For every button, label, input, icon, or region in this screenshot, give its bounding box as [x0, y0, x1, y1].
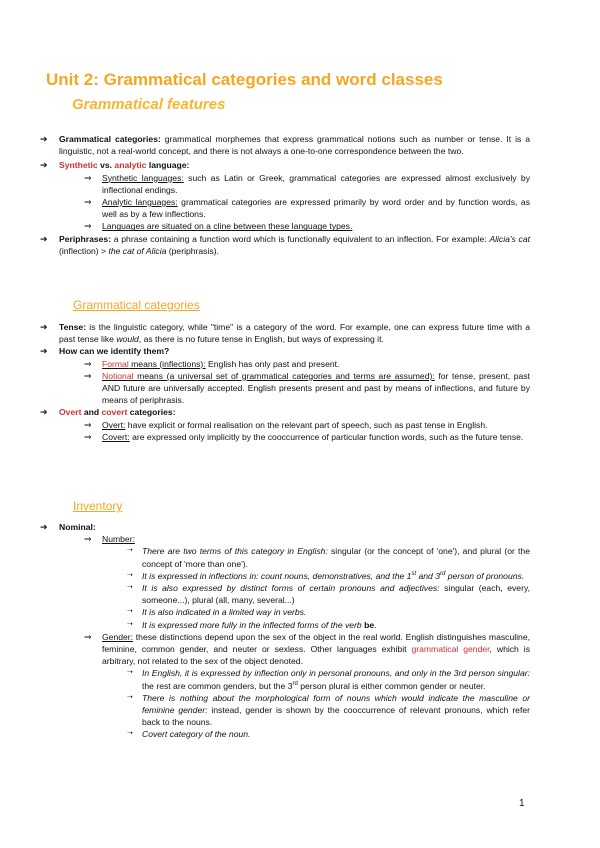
list-item: ➝ There are two terms of this category in English: singular (or the concept of 'one'), and plural (or the concept of 'more than one'). [127, 546, 530, 569]
small-arrow-bullet-icon: ➝ [127, 547, 133, 555]
list-item: ➝ It is also expressed by distinct forms of certain pronouns and adjectives: singular (each, every, someone...), plural (all, many, several...) [127, 583, 530, 606]
small-arrow-bullet-icon: ➝ [127, 620, 133, 628]
list-item: ⇒ Analytic languages: grammatical categories are expressed primarily by word order and by function words, as well as by a few inflections. [84, 197, 530, 220]
list-item: ➝ There is nothing about the morphological form of nouns which would indicate the masculine or feminine gender: instead, gender is shown by the cooccurrence of relevant pronouns, which refer back to the nouns. [127, 692, 530, 728]
double-arrow-bullet-icon: ⇒ [84, 370, 92, 381]
arrow-bullet-icon: ➔ [40, 233, 48, 244]
page-title: Unit 2: Grammatical categories and word classes [46, 70, 443, 89]
list-item: ➝ It is also indicated in a limited way in verbs. [127, 607, 307, 618]
small-arrow-bullet-icon: ➝ [127, 669, 133, 677]
small-arrow-bullet-icon: ➝ [127, 730, 133, 738]
list-item: ➔ Periphrases: a phrase containing a function word which is functionally equivalent to an inflection. For example: Alicia's cat (inflection) > the cat of Alicia (periphrasis). [40, 233, 530, 256]
list-item: ➝ In English, it is expressed by inflection only in personal pronouns, and only in the 3rd person singular: the rest are common genders, but the 3rd person plural is either common gender or neuter. [127, 668, 530, 691]
section-title-grammatical-features: Grammatical features [72, 96, 226, 113]
double-arrow-bullet-icon: ⇒ [84, 534, 92, 545]
list-item: ➔ Synthetic vs. analytic language: [40, 160, 190, 171]
list-item: ➝ Covert category of the noun. [127, 729, 251, 740]
list-item: ➝ It is expressed more fully in the inflected forms of the verb be. [127, 619, 377, 630]
list-item: ⇒ Notional means (a universal set of grammatical categories and terms are assumed): for tense, present, past AND future are universally accepted. English presents present and past by means of inflections, and future by means of periphrasis. [84, 370, 530, 406]
section-features-body [40, 133, 530, 257]
list-item: ⇒ Covert: are expressed only implicitly by the cooccurrence of particular function words, such as the future tense. [84, 431, 524, 442]
double-arrow-bullet-icon: ⇒ [84, 631, 92, 642]
list-item: ➔ Nominal: [40, 522, 96, 532]
small-arrow-bullet-icon: ➝ [127, 693, 133, 701]
small-arrow-bullet-icon: ➝ [127, 584, 133, 592]
list-item: ➔ How can we identify them? [40, 346, 170, 357]
page-number: 1 [519, 798, 525, 809]
list-item: ⇒ Synthetic languages: such as Latin or Greek, grammatical categories are expressed almost exclusively by inflectional endings. [84, 172, 530, 195]
list-item: ⇒ Number: [84, 534, 135, 545]
list-item: ⇒ Formal means (inflections): English has only past and present. [84, 358, 340, 369]
arrow-bullet-icon: ➔ [40, 160, 48, 171]
arrow-bullet-icon: ➔ [40, 346, 48, 357]
small-arrow-bullet-icon: ➝ [127, 571, 133, 579]
list-item: ➔ Overt and covert categories: [40, 407, 176, 418]
list-item: ➔ Tense: is the linguistic category, while "time" is a category of the word. For example, one can express future time with a past tense like would, as there is no future tense in English, but ways of expressing it. [40, 322, 530, 345]
list-item: ⇒ Overt: have explicit or formal realisation on the relevant part of speech, such as past tense in English. [84, 419, 488, 430]
arrow-bullet-icon: ➔ [40, 407, 48, 418]
heading-inventory: Inventory [73, 499, 123, 513]
small-arrow-bullet-icon: ➝ [127, 608, 133, 616]
arrow-bullet-icon: ➔ [40, 134, 48, 144]
double-arrow-bullet-icon: ⇒ [84, 419, 92, 430]
list-item: ➝ It is expressed in inflections in: count nouns, demonstratives, and the 1st and 3rd person of pronouns. [127, 570, 525, 581]
arrow-bullet-icon: ➔ [40, 522, 48, 532]
double-arrow-bullet-icon: ⇒ [84, 431, 92, 442]
section-categories-body [40, 321, 530, 443]
double-arrow-bullet-icon: ⇒ [84, 197, 92, 208]
list-item: ⇒ Gender: these distinctions depend upon the sex of the object in the real world. English distinguishes masculine, feminine, common gender, and neuter or sexless. Other languages exhibit grammatical gender, which is arbitrary, not related to the sex of the object denoted. [84, 631, 530, 667]
double-arrow-bullet-icon: ⇒ [84, 358, 92, 369]
heading-grammatical-categories: Grammatical categories [73, 298, 200, 312]
list-item: ⇒ Languages are situated on a cline between these language types. [84, 221, 353, 232]
double-arrow-bullet-icon: ⇒ [84, 221, 92, 232]
arrow-bullet-icon: ➔ [40, 322, 48, 332]
section-inventory-body [40, 521, 530, 741]
list-item: ➔ Grammatical categories: grammatical morphemes that express grammatical notions such as number or tense. It is a linguistic, not a real-world concept, and there is not always a one-to-one correspondence between the two. [40, 134, 530, 157]
double-arrow-bullet-icon: ⇒ [84, 172, 92, 183]
